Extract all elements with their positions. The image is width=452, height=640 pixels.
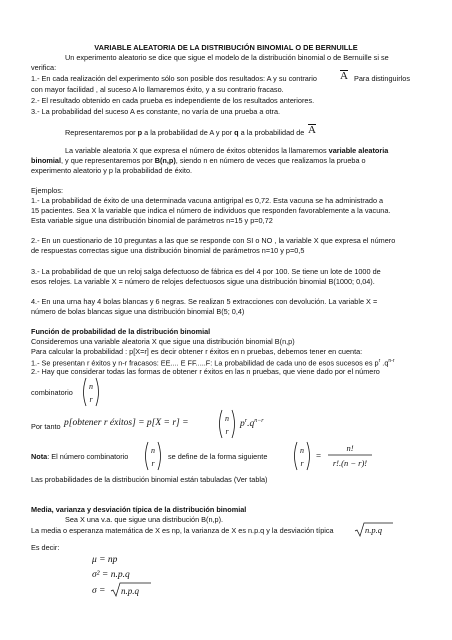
factorial-fraction — [326, 440, 374, 472]
representation-text: Representaremos por — [65, 128, 138, 137]
intro-line: Un experimento aleatorio se dice que sigue el modelo de la distribución binomial o de Bernuille si se — [65, 53, 389, 62]
mean-formula: μ = np — [92, 555, 118, 565]
binomial-formula-rhs — [240, 418, 264, 429]
page-title: VARIABLE ALEATORIA DE LA DISTRIBUCIÓN BINOMIAL O DE BERNUILLE — [94, 43, 358, 52]
example-3: esos relojes. La variable X = número de relojes defectuosos sigue una distribución binomial B(1000; 0,04). — [31, 277, 375, 286]
example-1: 15 pacientes. Sea X la variable que indica el número de individuos que responden favorablemente a la vacuna. — [31, 206, 391, 215]
variance-formula: σ² = n.p.q — [92, 570, 130, 580]
examples-heading: Ejemplos: — [31, 186, 64, 195]
example-1: Esta variable sigue una distribución binomial de parámetros n=15 y p=0,72 — [31, 216, 273, 225]
q-symbol: q — [234, 128, 239, 137]
stddev-formula-lhs: σ = — [92, 586, 106, 596]
probfn-line: Consideremos una variable aleatoria X que sigue una distribución binomial B(n,p) — [31, 337, 295, 346]
condition-1-tail: Para distinguirlos — [354, 74, 410, 83]
example-2: de respuestas correctas sigue una distribución binomial de parámetros n=10 y p=0,5 — [31, 246, 305, 255]
p-symbol: p — [137, 128, 143, 137]
example-2: 2.- En un cuestionario de 10 preguntas a las que se responde con SI o NO , la variable X que expresa el número — [31, 236, 396, 245]
moments-line: La media o esperanza matemática de X es np, la varianza de X es n.p.q y la desviación típica — [31, 526, 334, 535]
section-heading: Función de probabilidad de la distribución binomial — [31, 327, 211, 336]
nota-label: Nota — [31, 452, 48, 461]
variable-line-1 — [65, 146, 388, 155]
comb-bottom: r — [89, 395, 93, 404]
sqrt-radicand: n.p.q — [121, 586, 139, 596]
equals-sign: = — [316, 451, 322, 461]
portanto-label: Por tanto — [31, 422, 61, 431]
tabla-note: Las probabilidades de la distribución binomial están tabuladas (Ver tabla) — [31, 475, 268, 484]
condition-1-text: 1.- En cada realización del experimento sólo son posible dos resultados: A y su contrario — [31, 74, 317, 83]
condition-3: 3.- La probabilidad del suceso A es constante, no varía de una prueba a otra. — [31, 107, 281, 116]
variable-line-3: experimento aleatorio y p la probabilidad de éxito. — [31, 166, 193, 175]
nota-line — [31, 452, 128, 461]
binomial-formula-lhs: p[obtener r éxitos] = p[X = r] = — [64, 418, 189, 428]
comb-bottom: r — [300, 459, 304, 468]
sqrt-radicand: n.p.q — [365, 525, 382, 535]
variable-notation: B(n,p) — [154, 156, 176, 165]
example-1: 1.- La probabilidad de éxito de una determinada vacuna antigripal es 0,72. Esta vacuna se ha administrado a — [31, 196, 384, 205]
variable-term: binomial — [31, 156, 61, 165]
binomial-coefficient — [291, 441, 313, 471]
example-4: número de bolas blancas sigue una distribución binomial B(5; 0,4) — [31, 307, 245, 316]
condition-1-cont: con mayor facilidad , al suceso A lo llamaremos éxito, y a su contrario fracaso. — [31, 85, 284, 94]
exponent: r — [244, 418, 248, 424]
comb-top: n — [300, 446, 304, 455]
probfn-line: Para calcular la probabilidad : p[X=r] es decir obtener r éxitos en n pruebas, debemos tener en cuenta: — [31, 347, 363, 356]
decir-label: Es decir: — [31, 543, 60, 552]
nota-mid-text: se define de la forma siguiente — [168, 452, 268, 461]
binomial-coefficient — [80, 377, 102, 407]
variable-term: variable aleatoria — [328, 146, 389, 155]
section-heading: Media, varianza y desviación típica de la distribución binomial — [31, 505, 247, 514]
sqrt-npq — [354, 522, 394, 538]
probfn-text: .q — [380, 358, 389, 368]
q-symbol: .q — [247, 419, 255, 430]
comb-top: n — [225, 414, 229, 423]
variable-line-2 — [31, 156, 366, 165]
complement-symbol: A — [340, 70, 348, 82]
complement-symbol: A — [308, 124, 316, 136]
representation-text: a la probabilidad de — [238, 128, 305, 137]
fraction-numerator: n! — [346, 443, 354, 453]
comb-top: n — [89, 382, 93, 391]
comb-bottom: r — [225, 427, 229, 436]
variable-text: , y que representaremos por — [61, 156, 155, 165]
exponent: n−r — [254, 418, 264, 424]
condition-1 — [31, 74, 317, 83]
binomial-coefficient — [142, 441, 164, 471]
probfn-line: 2.- Hay que considerar todas las formas de obtener r éxitos en las n pruebas, que viene dado por el número — [31, 367, 380, 376]
probfn-line — [31, 357, 395, 367]
example-4: 4.- En una urna hay 4 bolas blancas y 6 negras. Se realizan 5 extracciones con devolución. La variable X = — [31, 297, 378, 306]
representation-line — [65, 128, 304, 137]
example-3: 3.- La probabilidad de que un reloj salga defectuoso de fábrica es del 4 por 100. Se tiene un lote de 1000 de — [31, 267, 381, 276]
nota-text: : El número combinatorio — [47, 452, 129, 461]
p-symbol: p — [240, 419, 245, 430]
variable-text: , siendo n en número de veces que realizamos la prueba o — [175, 156, 366, 165]
fraction-denominator: r!.(n − r)! — [332, 458, 368, 468]
combinatorio-label: combinatorio — [31, 388, 73, 397]
condition-2: 2.- El resultado obtenido en cada prueba es independiente de los resultados anteriores. — [31, 96, 315, 105]
sqrt-npq — [110, 582, 152, 598]
probfn-text: 1.- Se presentan r éxitos y n-r fracasos: EE.... E FF.....F: La probabilidad de cada uno de esos sucesos es p — [31, 358, 379, 368]
comb-top: n — [151, 446, 155, 455]
representation-text: a la probabilidad de A y por — [142, 128, 235, 137]
exponent: r — [378, 358, 381, 364]
intro-line: verifica: — [31, 63, 57, 72]
exponent: n-r — [388, 358, 395, 364]
comb-bottom: r — [151, 459, 155, 468]
variable-text: La variable aleatoria X que expresa el número de éxitos obtenidos la llamaremos — [65, 146, 329, 155]
moments-line: Sea X una v.a. que sigue una distribución B(n,p). — [65, 515, 224, 524]
binomial-coefficient — [216, 409, 238, 439]
